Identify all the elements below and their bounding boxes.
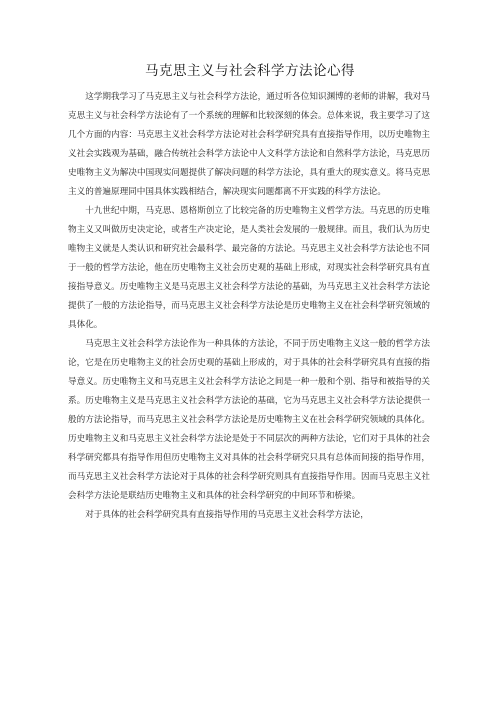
- paragraph: 十九世纪中期，马克思、恩格斯创立了比较完备的历史唯物主义哲学方法。马克思的历史唯物主义又叫做历史决定论，或者生产决定论，是人类社会发展的一般规律。而且，我们认为历史唯物主义就是人类认识和研究社会最科学、最完备的方法论。马克思主义社会科学方法论也不同于一般的哲学方法论，他在历史唯物主义社会历史观的基础上形成，对现实社会科学研究具有直接指导意义。历史唯物主义是马克思主义社会科学方法论的基础，为马克思主义社会科学方法论提供了一般的方法论指导，而马克思主义社会科学方法论是历史唯物主义在社会科学研究领域的具体化。: [68, 206, 430, 330]
- paragraph: 这学期我学习了马克思主义与社会科学方法论，通过听各位知识渊博的老师的讲解，我对马克思主义与社会科学方法论有了一个系统的理解和比较深刻的体会。总体来说，我主要学习了这几个方面的内容：马克思主义社会科学方法论对社会科学研究具有直接指导作用，以历史唯物主义社会实践观为基础，融合传统社会科学方法论中人文科学方法论和自然科学方法论，马克思历史唯物主义为解决中国现实问题提供了解决问题的科学方法论，具有重大的现实意义。将马克思主义的普遍原理同中国具体实践相结合，解决现实问题都离不开实践的科学方法论。: [68, 92, 430, 197]
- document-title: 马克思主义与社会科学方法论心得: [145, 63, 355, 79]
- paragraph: 对于具体的社会科学研究具有直接指导作用的马克思主义社会科学方法论，: [85, 510, 369, 520]
- paragraph: 马克思主义社会科学方法论作为一种具体的方法论，不同于历史唯物主义这一般的哲学方法论，它是在历史唯物主义的社会历史观的基础上形成的，对于具体的社会科学研究具有直接的指导意义。历史唯物主义和马克思主义社会科学方法论之间是一种一般和个别、指导和被指导的关系。历史唯物主义是马克思主义社会科学方法论的基础，它为马克思主义社会科学方法论提供一般的方法论指导，而马克思主义社会科学方法论是历史唯物主义在社会科学研究领域的具体化。历史唯物主义和马克思主义社会科学方法论是处于不同层次的两种方法论，它们对于具体的社会科学研究都具有指导作用但历史唯物主义对具体的社会科学研究只具有总体而间接的指导作用，而马克思主义社会科学方法论对于具体的社会科学研究则具有直接指导作用。因而马克思主义社会科学方法论是联结历史唯物主义和具体的社会科学研究的中间环节和桥梁。: [68, 339, 430, 501]
- document-body: [68, 88, 430, 525]
